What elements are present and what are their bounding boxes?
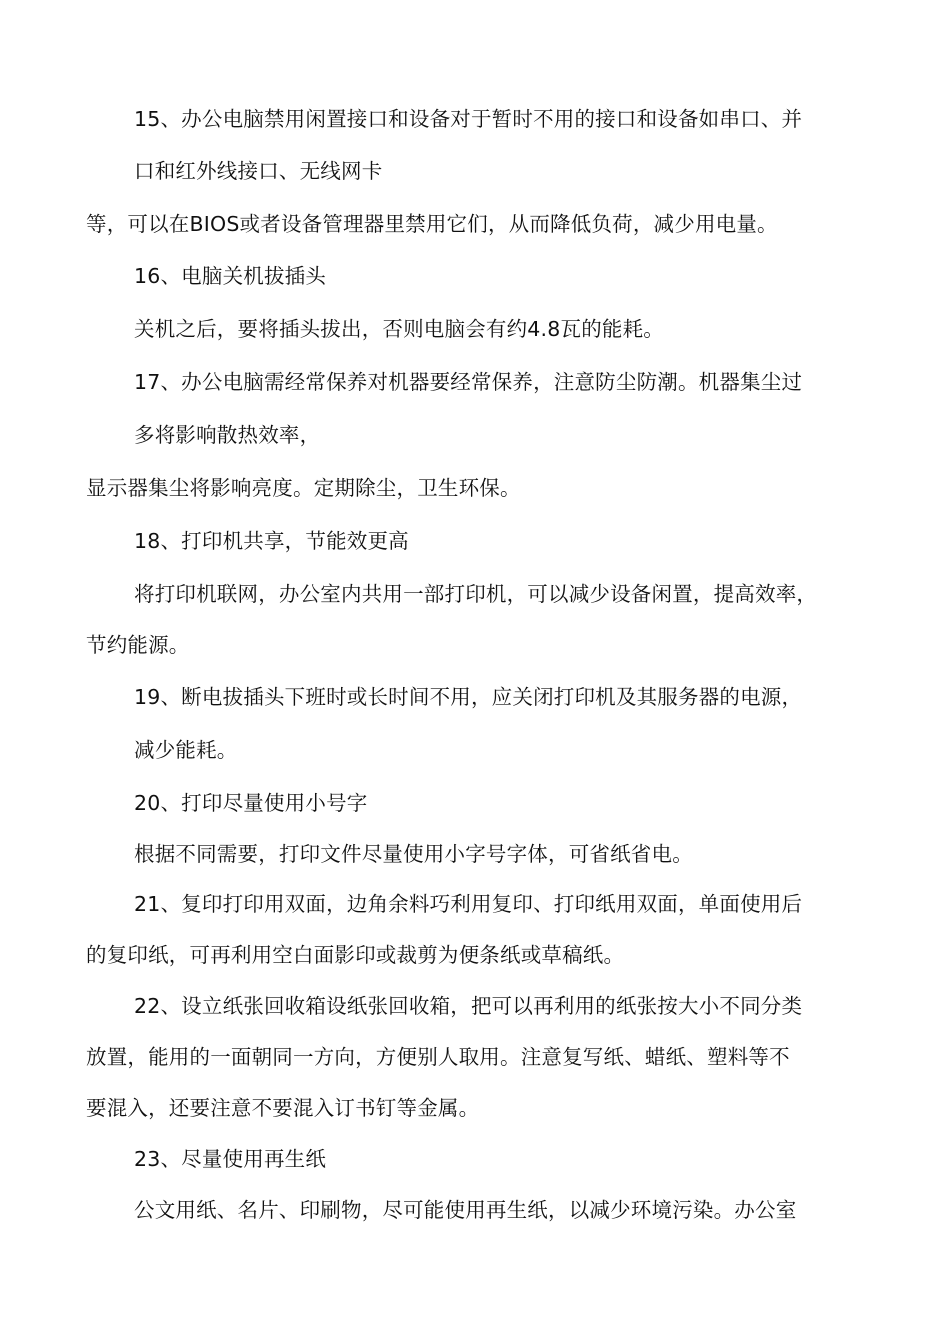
item-16-body: 关机之后，要将插头拔出，否则电脑会有约4.8瓦的能耗。 <box>134 317 665 341</box>
item-17-heading: 17、办公电脑需经常保养对机器要经常保养，注意防尘防潮。机器集尘过 <box>134 370 803 394</box>
item-16-heading: 16、电脑关机拔插头 <box>134 264 327 288</box>
item-23-heading: 23、尽量使用再生纸 <box>134 1147 327 1171</box>
item-22-body: 放置，能用的一面朝同一方向，方便别人取用。注意复写纸、蜡纸、塑料等不 <box>86 1045 790 1069</box>
item-18-body: 将打印机联网，办公室内共用一部打印机，可以减少设备闲置，提高效率， <box>134 582 818 606</box>
item-21-body: 的复印纸，可再利用空白面影印或裁剪为便条纸或草稿纸。 <box>86 943 625 967</box>
item-18-body-end: 节约能源。 <box>86 633 190 657</box>
item-20-body: 根据不同需要，打印文件尽量使用小字号字体，可省纸省电。 <box>134 842 693 866</box>
item-17-continuation: 多将影响散热效率， <box>134 423 321 447</box>
item-22-body-end: 要混入，还要注意不要混入订书钉等金属。 <box>86 1096 480 1120</box>
item-21-heading: 21、复印打印用双面，边角余料巧利用复印、打印纸用双面，单面使用后 <box>134 892 803 916</box>
item-20-heading: 20、打印尽量使用小号字 <box>134 791 368 815</box>
item-22-heading: 22、设立纸张回收箱设纸张回收箱，把可以再利用的纸张按大小不同分类 <box>134 994 803 1018</box>
item-18-heading: 18、打印机共享，节能效更高 <box>134 529 409 553</box>
item-19-heading: 19、断电拔插头下班时或长时间不用，应关闭打印机及其服务器的电源， <box>134 685 803 709</box>
item-23-body: 公文用纸、名片、印刷物，尽可能使用再生纸，以减少环境污染。办公室 <box>134 1198 797 1222</box>
item-15-heading: 15、办公电脑禁用闲置接口和设备对于暂时不用的接口和设备如串口、并 <box>134 107 803 131</box>
item-15-body: 等，可以在BIOS或者设备管理器里禁用它们，从而降低负荷，减少用电量。 <box>86 212 778 236</box>
item-15-continuation: 口和红外线接口、无线网卡 <box>134 159 383 183</box>
item-19-continuation: 减少能耗。 <box>134 738 238 762</box>
item-17-body: 显示器集尘将影响亮度。定期除尘，卫生环保。 <box>86 476 521 500</box>
